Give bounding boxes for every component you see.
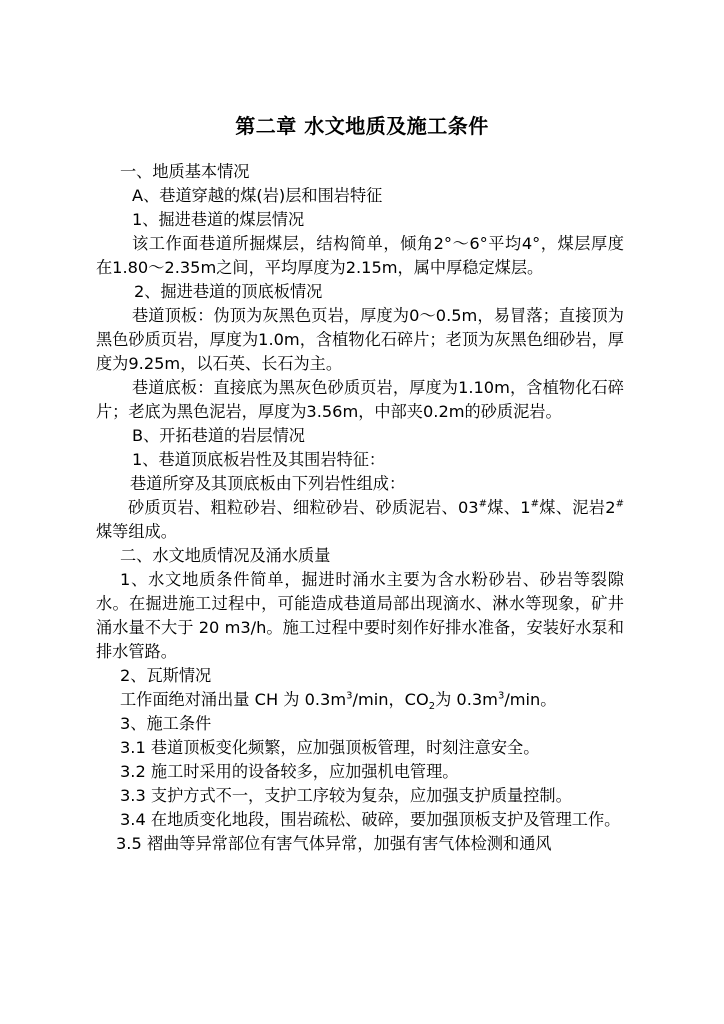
item-heading-rock-features: 1、巷道顶底板岩性及其围岩特征： — [132, 450, 386, 469]
rock-sup-1: # — [478, 498, 487, 510]
rock-list-mid-2: 煤、泥岩2 — [538, 498, 616, 517]
item-3-5: 3.5 褶曲等异常部位有害气体异常，加强有害气体检测和通风 — [116, 834, 552, 853]
rock-list-end: 煤等组成。 — [96, 522, 177, 541]
gas-mid-2: 为 0.3m — [435, 690, 498, 709]
paragraph-coal-seam: 该工作面巷道所掘煤层，结构简单，倾角2°～6°平均4°，煤层厚度在1.80～2.35m之间，平均厚度为2.15m，属中厚稳定煤层。 — [96, 234, 624, 277]
rock-list-mid-1: 煤、1 — [486, 498, 531, 517]
item-heading-roof-floor: 2、掘进巷道的顶底板情况 — [134, 282, 323, 301]
item-heading-coal-seam: 1、掘进巷道的煤层情况 — [132, 210, 305, 229]
paragraph-hydrology: 1、水文地质条件简单，掘进时涌水主要为含水粉砂岩、砂岩等裂隙水。在掘进施工过程中，可能造成巷道局部出现滴水、淋水等现象，矿井涌水量不大于 20 m3/h。施工过程中要时刻作好排水准备，安装好水泵和排水管路。 — [96, 570, 624, 661]
paragraph-rock-list — [96, 496, 624, 544]
rock-list-text: 砂质页岩、粗粒砂岩、细粒砂岩、砂质泥岩、03 — [128, 498, 479, 517]
item-3-1: 3.1 巷道顶板变化频繁，应加强顶板管理，时刻注意安全。 — [120, 738, 540, 757]
gas-sup-1: 3 — [346, 690, 353, 702]
paragraph-roof: 巷道顶板：伪顶为灰黑色页岩，厚度为0～0.5m，易冒落；直接顶为黑色砂质页岩，厚度为1.0m，含植物化石碎片；老顶为灰黑色细砂岩，厚度为9.25m，以石英、长石为主。 — [96, 306, 624, 373]
gas-mid: /min，CO — [352, 690, 429, 709]
chapter-title: 第二章 水文地质及施工条件 — [235, 114, 489, 138]
section-heading-geology: 一、地质基本情况 — [120, 162, 250, 181]
gas-sup-2: 3 — [497, 690, 505, 702]
rock-sup-3: # — [615, 498, 624, 510]
item-3-4: 3.4 在地质变化地段，围岩疏松、破碎，要加强顶板支护及管理工作。 — [120, 810, 621, 829]
paragraph-gas — [96, 688, 624, 712]
gas-end: /min。 — [504, 690, 557, 709]
rock-sup-2: # — [530, 498, 539, 510]
item-heading-gas: 2、瓦斯情况 — [120, 666, 212, 685]
item-3-2: 3.2 施工时采用的设备较多，应加强机电管理。 — [120, 762, 459, 781]
subsection-heading-b: B、开拓巷道的岩层情况 — [132, 426, 305, 445]
gas-text: 工作面绝对涌出量 CH 为 0.3m — [120, 690, 347, 709]
subsection-heading-a: A、巷道穿越的煤(岩)层和围岩特征 — [132, 186, 383, 205]
gas-sub: 2 — [428, 701, 436, 713]
paragraph-floor: 巷道底板：直接底为黑灰色砂质页岩，厚度为1.10m，含植物化石碎片；老底为黑色泥岩，厚度为3.56m，中部夹0.2m的砂质泥岩。 — [96, 378, 624, 421]
document-body — [96, 160, 624, 856]
section-heading-hydrology: 二、水文地质情况及涌水质量 — [120, 546, 331, 565]
item-3-3: 3.3 支护方式不一，支护工序较为复杂，应加强支护质量控制。 — [120, 786, 572, 805]
paragraph-rock-intro: 巷道所穿及其顶底板由下列岩性组成： — [130, 474, 406, 493]
item-heading-construction: 3、施工条件 — [120, 714, 212, 733]
